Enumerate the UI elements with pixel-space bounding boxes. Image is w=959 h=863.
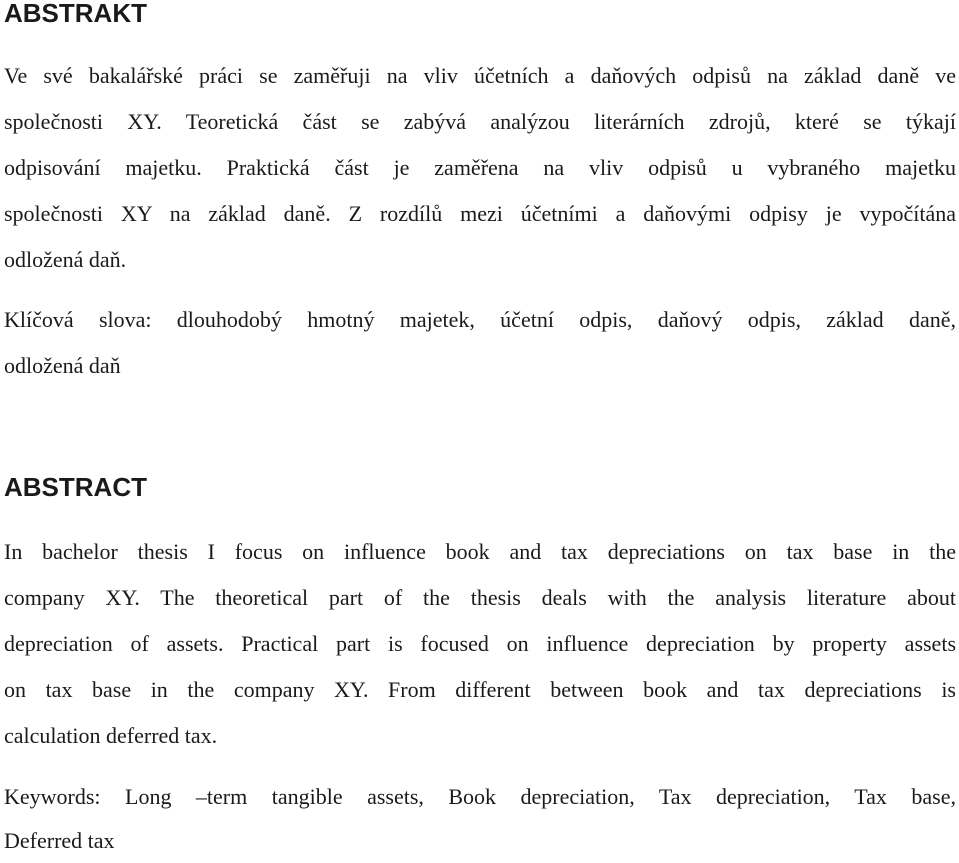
abstrakt-line: společnosti XY na základ daně. Z rozdílů mezi účetními a daňovými odpisy je vypočítána <box>4 201 956 226</box>
abstract-heading: ABSTRACT <box>4 472 147 502</box>
abstract-line: calculation deferred tax. <box>4 723 218 748</box>
keywords-line: Deferred tax <box>4 828 115 853</box>
keywords-line: Klíčová slova: dlouhodobý hmotný majetek, účetní odpis, daňový odpis, základ daně, <box>4 307 956 332</box>
abstract-line: In bachelor thesis I focus on influence book and tax depreciations on tax base in the <box>4 539 956 564</box>
abstrakt-line: Ve své bakalářské práci se zaměřuji na vliv účetních a daňových odpisů na základ daně ve <box>4 63 956 88</box>
klicova-slova-paragraph <box>4 297 956 389</box>
abstrakt-line: odpisování majetku. Praktická část je zaměřena na vliv odpisů u vybraného majetku <box>4 155 956 180</box>
abstract-line: company XY. The theoretical part of the thesis deals with the analysis literature about <box>4 585 956 610</box>
abstract-line: depreciation of assets. Practical part is focused on influence depreciation by property assets <box>4 631 956 656</box>
abstrakt-line: odložená daň. <box>4 247 127 272</box>
keywords-line: Keywords: Long –term tangible assets, Book depreciation, Tax depreciation, Tax base, <box>4 784 956 809</box>
abstrakt-paragraph <box>4 53 956 283</box>
keywords-line: odložená daň <box>4 353 121 378</box>
abstrakt-heading: ABSTRAKT <box>4 0 147 28</box>
abstract-paragraph <box>4 529 956 759</box>
abstrakt-line: společnosti XY. Teoretická část se zabývá analýzou literárních zdrojů, které se týkají <box>4 109 956 134</box>
keywords-paragraph <box>4 775 956 863</box>
abstract-line: on tax base in the company XY. From different between book and tax depreciations is <box>4 677 956 702</box>
